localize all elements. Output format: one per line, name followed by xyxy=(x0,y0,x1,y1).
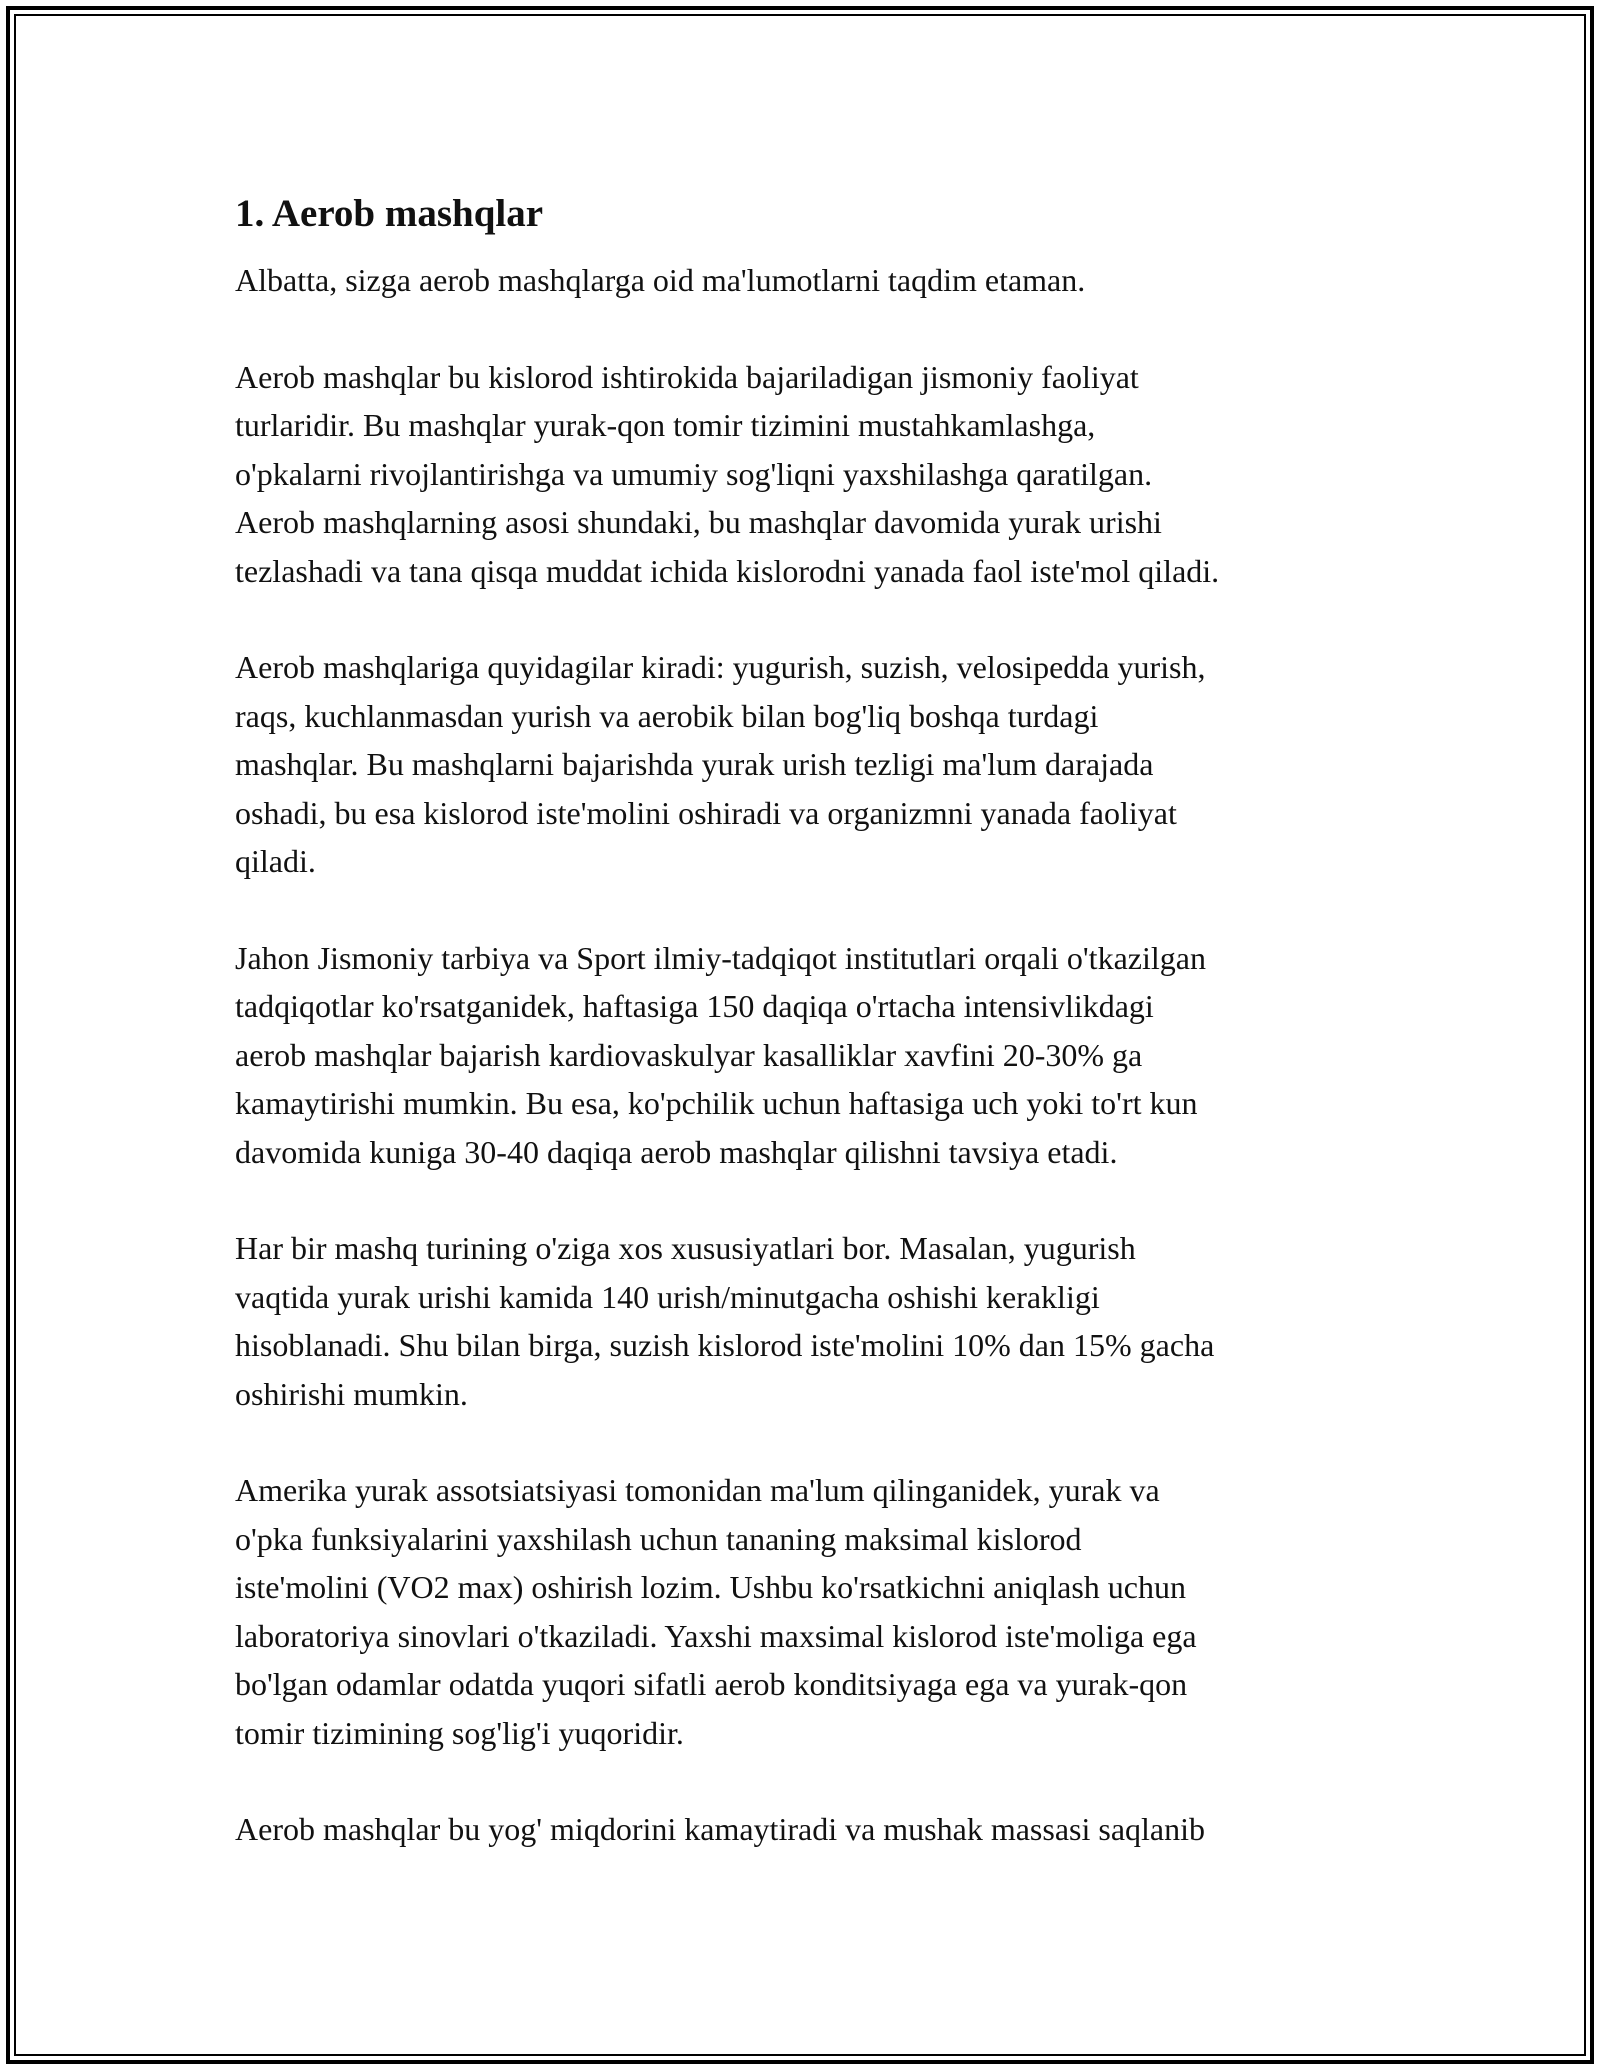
text-line: tezlashadi va tana qisqa muddat ichida kislorodni yanada faol iste'mol qiladi. xyxy=(235,552,1220,589)
paragraph-definition xyxy=(235,353,1415,596)
text-line: qiladi. xyxy=(235,843,316,879)
text-line: aerob mashqlar bajarish kardiovaskulyar kasalliklar xavfini 20-30% ga xyxy=(235,1036,1143,1073)
paragraph-fat-loss xyxy=(235,1805,1415,1854)
text-line: kamaytirishi mumkin. Bu esa, ko'pchilik uchun haftasiga uch yoki to'rt kun xyxy=(235,1085,1198,1121)
text-line: bo'lgan odamlar odatda yuqori sifatli aerob konditsiyaga ega va yurak-qon xyxy=(235,1666,1188,1702)
text-line: Aerob mashqlarning asosi shundaki, bu mashqlar davomida yurak urishi xyxy=(235,504,1162,540)
section-heading: 1. Aerob mashqlar xyxy=(235,192,544,235)
text-line: davomida kuniga 30-40 daqiqa aerob mashqlar qilishni tavsiya etadi. xyxy=(235,1133,1118,1170)
text-line: raqs, kuchlanmasdan yurish va aerobik bilan bog'liq boshqa turdagi xyxy=(235,697,1099,734)
paragraph-features xyxy=(235,1224,1415,1418)
text-line: hisoblanadi. Shu bilan birga, suzish kislorod iste'molini 10% dan 15% gacha xyxy=(235,1327,1215,1363)
text-line: oshirishi mumkin. xyxy=(235,1375,468,1412)
text-line: Amerika yurak assotsiatsiyasi tomonidan ma'lum qilinganidek, yurak va xyxy=(235,1472,1160,1508)
paragraph-research xyxy=(235,934,1415,1177)
text-line: o'pka funksiyalarini yaxshilash uchun tananing maksimal kislorod xyxy=(235,1520,1082,1557)
text-line: Albatta, sizga aerob mashqlarga oid ma'lumotlarni taqdim etaman. xyxy=(235,262,1086,298)
text-line: Har bir mashq turining o'ziga xos xususiyatlari bor. Masalan, yugurish xyxy=(235,1230,1136,1266)
text-line: Jahon Jismoniy tarbiya va Sport ilmiy-tadqiqot institutlari orqali o'tkazilgan xyxy=(235,939,1206,976)
text-line: oshadi, bu esa kislorod iste'molini oshiradi va organizmni yanada faoliyat xyxy=(235,794,1177,831)
text-line: Aerob mashqlariga quyidagilar kiradi: yugurish, suzish, velosipedda yurish, xyxy=(235,649,1206,685)
text-line: o'pkalarni rivojlantirishga va umumiy sog'liqni yaxshilashga qaratilgan. xyxy=(235,455,1153,492)
text-line: Aerob mashqlar bu kislorod ishtirokida bajariladigan jismoniy faoliyat xyxy=(235,358,1139,395)
text-line: turlaridir. Bu mashqlar yurak-qon tomir tizimini mustahkamlashga, xyxy=(235,407,1096,443)
text-line: tadqiqotlar ko'rsatganidek, haftasiga 150 daqiqa o'rtacha intensivlikdagi xyxy=(235,988,1154,1024)
text-line: iste'molini (VO2 max) oshirish lozim. Ushbu ko'rsatkichni aniqlash uchun xyxy=(235,1569,1186,1605)
text-line: mashqlar. Bu mashqlarni bajarishda yurak urish tezligi ma'lum darajada xyxy=(235,746,1154,782)
text-line: Aerob mashqlar bu yog' miqdorini kamaytiradi va mushak massasi saqlanib xyxy=(235,1811,1206,1847)
text-line: tomir tizimining sog'lig'i yuqoridir. xyxy=(235,1714,684,1751)
paragraph-intro xyxy=(235,256,1415,305)
text-line: vaqtida yurak urishi kamida 140 urish/minutgacha oshishi kerakligi xyxy=(235,1278,1100,1315)
document-body xyxy=(235,186,1415,1902)
paragraph-vo2max xyxy=(235,1466,1415,1757)
text-line: laboratoriya sinovlari o'tkaziladi. Yaxshi maxsimal kislorod iste'moliga ega xyxy=(235,1617,1197,1654)
paragraph-types xyxy=(235,643,1415,886)
